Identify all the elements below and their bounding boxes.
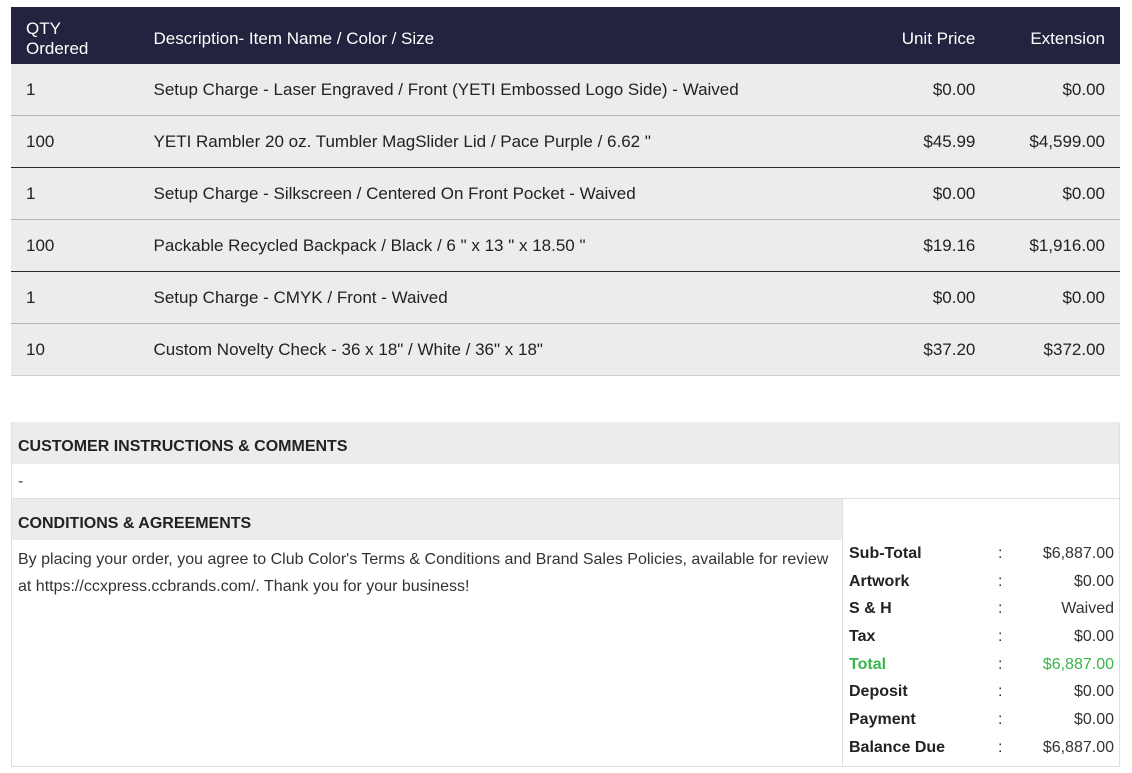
- totals-label: Payment: [849, 711, 916, 729]
- totals-label: S & H: [849, 600, 892, 618]
- description-cell: Packable Recycled Backpack / Black / 6 " x 13 " x 18.50 ": [139, 220, 862, 272]
- qty-header: QTY Ordered: [11, 7, 139, 64]
- conditions-text: By placing your order, you agree to Club Color's Terms & Conditions and Brand Sales Policies, available for review at https://ccxpress.ccbrands.com/. Thank you for your business!: [18, 551, 829, 595]
- totals-label: Artwork: [849, 572, 910, 590]
- payment-row: [849, 706, 1114, 734]
- table-header-row: [11, 7, 1120, 64]
- unit-price-cell: $19.16: [862, 220, 991, 272]
- extension-cell: $0.00: [990, 64, 1120, 116]
- extension-cell: $0.00: [990, 272, 1120, 324]
- unit-price-cell: $0.00: [862, 272, 991, 324]
- totals-value: $0.00: [1073, 683, 1114, 701]
- totals-panel: [849, 540, 1114, 762]
- totals-value: $0.00: [1073, 628, 1114, 646]
- unit-price-header: Unit Price: [862, 7, 991, 64]
- qty-cell: 100: [11, 116, 139, 168]
- totals-label: Deposit: [849, 683, 908, 701]
- column-divider: [842, 499, 843, 766]
- totals-label: Total: [849, 655, 887, 673]
- totals-label: Balance Due: [849, 738, 946, 756]
- totals-separator: :: [998, 545, 1003, 562]
- totals-separator: :: [998, 628, 1003, 646]
- extension-header: Extension: [990, 7, 1120, 64]
- description-cell: Setup Charge - CMYK / Front - Waived: [139, 272, 862, 324]
- totals-value: $6,887.00: [1042, 655, 1114, 673]
- totals-value: Waived: [1061, 600, 1114, 618]
- table-row: [11, 272, 1120, 324]
- extension-cell: $372.00: [990, 324, 1120, 376]
- table-row: [11, 168, 1120, 220]
- balance-due-row: [849, 734, 1114, 762]
- qty-cell: 10: [11, 324, 139, 376]
- description-cell: YETI Rambler 20 oz. Tumbler MagSlider Lid / Pace Purple / 6.62 ": [139, 116, 862, 168]
- totals-separator: :: [998, 738, 1003, 756]
- extension-cell: $0.00: [990, 168, 1120, 220]
- unit-price-cell: $45.99: [862, 116, 991, 168]
- order-items-table: [11, 7, 1120, 376]
- totals-label: Sub-Total: [849, 545, 922, 562]
- table-row: [11, 64, 1120, 116]
- shipping-row: [849, 595, 1114, 623]
- totals-separator: :: [998, 600, 1003, 618]
- table-row: [11, 324, 1120, 376]
- conditions-title: CONDITIONS & AGREEMENTS: [12, 499, 842, 540]
- qty-cell: 100: [11, 220, 139, 272]
- order-summary-box: [11, 422, 1120, 767]
- customer-instructions-text: -: [18, 473, 24, 490]
- artwork-row: [849, 568, 1114, 596]
- qty-cell: 1: [11, 272, 139, 324]
- table-row: [11, 220, 1120, 272]
- description-cell: Setup Charge - Laser Engraved / Front (YETI Embossed Logo Side) - Waived: [139, 64, 862, 116]
- totals-value: $6,887.00: [1042, 738, 1114, 756]
- unit-price-cell: $0.00: [862, 64, 991, 116]
- totals-label: Tax: [849, 628, 876, 646]
- totals-value: $0.00: [1073, 572, 1114, 590]
- totals-separator: :: [998, 655, 1003, 673]
- description-cell: Custom Novelty Check - 36 x 18" / White / 36" x 18": [139, 324, 862, 376]
- totals-separator: :: [998, 711, 1003, 729]
- qty-cell: 1: [11, 168, 139, 220]
- subtotal-row: [849, 540, 1114, 568]
- extension-cell: $1,916.00: [990, 220, 1120, 272]
- description-cell: Setup Charge - Silkscreen / Centered On Front Pocket - Waived: [139, 168, 862, 220]
- customer-instructions-title: CUSTOMER INSTRUCTIONS & COMMENTS: [12, 422, 1119, 464]
- description-header: Description- Item Name / Color / Size: [139, 7, 862, 64]
- qty-cell: 1: [11, 64, 139, 116]
- unit-price-cell: $37.20: [862, 324, 991, 376]
- tax-row: [849, 623, 1114, 651]
- deposit-row: [849, 678, 1114, 706]
- totals-separator: :: [998, 683, 1003, 701]
- totals-value: $0.00: [1073, 711, 1114, 729]
- totals-value: $6,887.00: [1042, 545, 1114, 562]
- totals-separator: :: [998, 572, 1003, 590]
- total-row: [849, 651, 1114, 679]
- table-row: [11, 116, 1120, 168]
- extension-cell: $4,599.00: [990, 116, 1120, 168]
- unit-price-cell: $0.00: [862, 168, 991, 220]
